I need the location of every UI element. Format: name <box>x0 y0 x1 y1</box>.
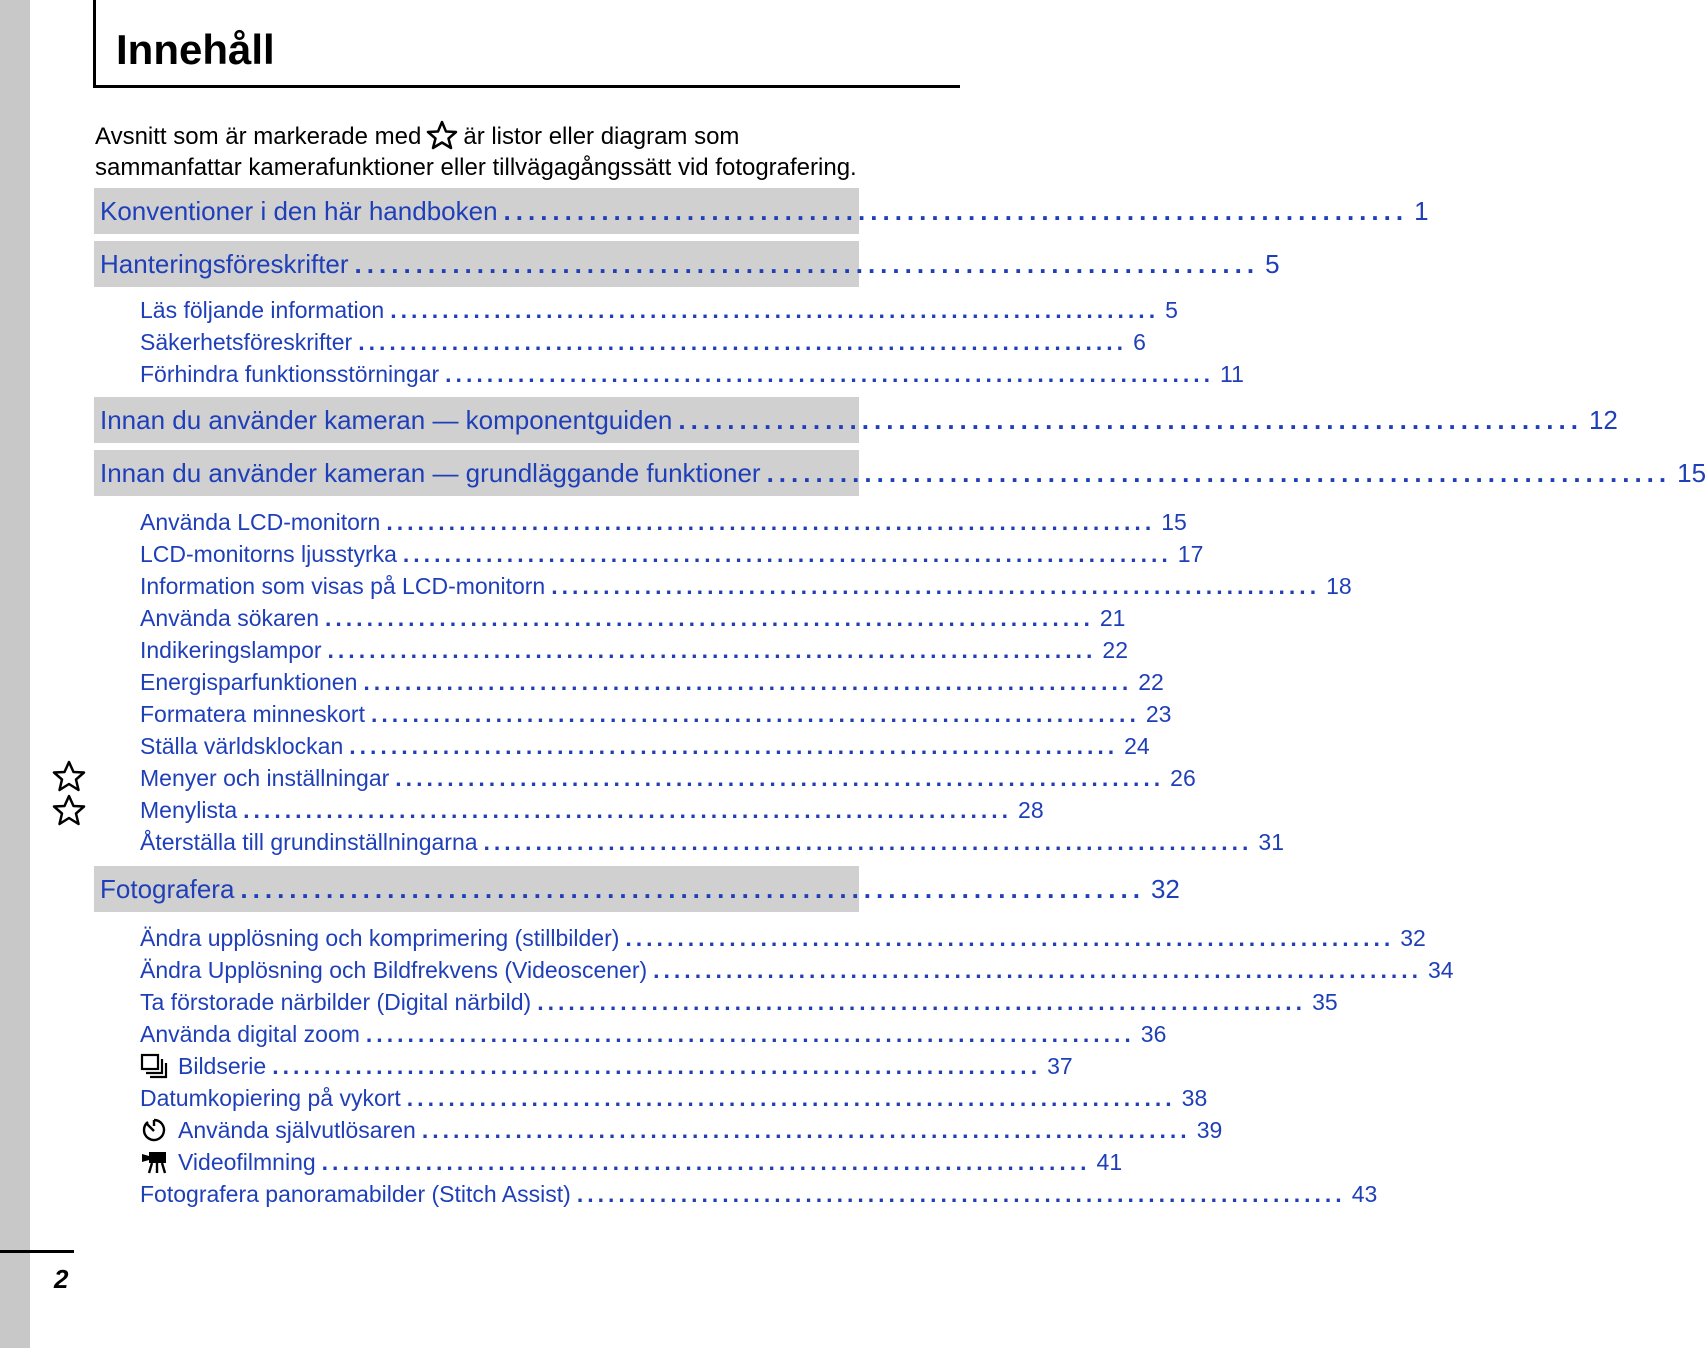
toc-item[interactable] <box>140 538 1204 570</box>
toc-item-label: Återställa till grundinställningarna <box>140 828 478 855</box>
toc-page-number: 28 <box>1018 796 1044 823</box>
toc-item[interactable] <box>140 506 1187 538</box>
dot-leader: .......................................................................... <box>395 764 1165 791</box>
toc-page-number: 22 <box>1138 668 1164 695</box>
dot-leader: .......................................................................... <box>503 195 1409 226</box>
toc-page-number: 22 <box>1102 636 1128 663</box>
toc-item[interactable] <box>140 1146 1123 1178</box>
toc-page-number: 15 <box>1161 508 1187 535</box>
toc-item-label: Använda digital zoom <box>140 1020 360 1047</box>
dot-leader: .......................................................................... <box>483 828 1253 855</box>
title-box <box>93 0 960 88</box>
toc-page-number: 36 <box>1140 1020 1167 1047</box>
intro-part2: är listor eller diagram som <box>463 123 740 150</box>
toc-item[interactable] <box>140 1018 1167 1050</box>
toc-item-label: Läs följande information <box>140 296 385 323</box>
star-icon <box>52 760 86 792</box>
dot-leader: .......................................................................... <box>576 1180 1346 1207</box>
dot-leader: .......................................................................... <box>327 636 1097 663</box>
toc-page-number: 18 <box>1326 572 1352 599</box>
toc-heading-shooting[interactable] <box>94 866 1180 912</box>
dot-leader: .......................................................................... <box>386 508 1156 535</box>
toc-item[interactable] <box>140 698 1172 730</box>
toc-heading-label: Innan du använder kameran — grundläggande funktioner <box>100 457 761 488</box>
toc-item-label: Ändra Upplösning och Bildfrekvens (Videoscener) <box>140 956 648 983</box>
toc-heading-label: Konventioner i den här handboken <box>100 195 498 226</box>
toc-page-number: 24 <box>1124 732 1150 759</box>
toc-item[interactable] <box>140 986 1338 1018</box>
toc-page-number: 12 <box>1588 404 1618 435</box>
dot-leader: .......................................................................... <box>240 873 1145 904</box>
dot-leader: .......................................................................... <box>625 924 1395 951</box>
dot-leader: .......................................................................... <box>402 540 1172 567</box>
toc-page-number: 41 <box>1096 1148 1123 1175</box>
intro-text <box>95 120 857 183</box>
toc-item[interactable] <box>140 1114 1223 1146</box>
toc-page-number: 11 <box>1220 360 1244 387</box>
dot-leader: .......................................................................... <box>653 956 1423 983</box>
dot-leader: .......................................................................... <box>325 604 1094 631</box>
dot-leader: .......................................................................... <box>365 1020 1135 1047</box>
toc-item-label: LCD-monitorns ljusstyrka <box>140 540 397 567</box>
toc-item[interactable] <box>140 570 1352 602</box>
toc-heading-handling[interactable] <box>94 241 1280 287</box>
toc-page-number: 17 <box>1177 540 1204 567</box>
toc-item[interactable] <box>140 922 1426 954</box>
dot-leader: .......................................................................... <box>390 296 1160 323</box>
toc-page-number: 37 <box>1047 1052 1073 1079</box>
toc-item[interactable] <box>140 294 1178 326</box>
dot-leader: .......................................................................... <box>678 404 1583 435</box>
toc-item[interactable] <box>140 794 1044 826</box>
toc-page-number: 31 <box>1258 828 1284 855</box>
toc-item[interactable] <box>140 1050 1073 1082</box>
toc-item[interactable] <box>140 954 1454 986</box>
toc-page-number: 21 <box>1099 604 1126 631</box>
toc-page-number: 32 <box>1150 873 1180 904</box>
dot-leader: .......................................................................... <box>445 360 1215 387</box>
toc-item-label: Bildserie <box>178 1052 267 1079</box>
toc-page-number: 15 <box>1677 457 1706 488</box>
toc-page-number: 32 <box>1400 924 1426 951</box>
toc-item[interactable] <box>140 730 1150 762</box>
toc-item-label: Ändra upplösning och komprimering (stillbilder) <box>140 924 620 951</box>
toc-item[interactable] <box>140 762 1196 794</box>
intro-part1: Avsnitt som är markerade med <box>95 123 422 150</box>
toc-item-label: Information som visas på LCD-monitorn <box>140 572 546 599</box>
toc-item[interactable] <box>140 1082 1208 1114</box>
toc-heading-label: Hanteringsföreskrifter <box>100 248 349 279</box>
dot-leader: .......................................................................... <box>349 732 1119 759</box>
dot-leader: .......................................................................... <box>421 1116 1191 1143</box>
toc-item-label: Datumkopiering på vykort <box>140 1084 401 1111</box>
dot-leader: .......................................................................... <box>354 248 1260 279</box>
dot-leader: .......................................................................... <box>363 668 1133 695</box>
toc-item-label: Säkerhetsföreskrifter <box>140 328 353 355</box>
dot-leader: .......................................................................... <box>358 328 1128 355</box>
toc-item-label: Formatera minneskort <box>140 700 365 727</box>
star-icon <box>425 120 459 150</box>
toc-heading-label: Innan du använder kameran — komponentguiden <box>100 404 673 435</box>
toc-item-label: Ställa världsklockan <box>140 732 344 759</box>
toc-item-label: Ta förstorade närbilder (Digital närbild) <box>140 988 532 1015</box>
toc-page-number: 26 <box>1170 764 1196 791</box>
toc-heading-conventions[interactable] <box>94 188 1429 234</box>
toc-item[interactable] <box>140 326 1146 358</box>
star-icon <box>52 794 86 826</box>
dot-leader: .......................................................................... <box>272 1052 1042 1079</box>
toc-heading-basic-functions[interactable] <box>94 450 1706 496</box>
movie-camera-icon <box>140 1149 168 1175</box>
toc-item-label: Använda självutlösaren <box>178 1116 416 1143</box>
dot-leader: .......................................................................... <box>537 988 1307 1015</box>
toc-page-number: 1 <box>1414 195 1429 226</box>
page-title: Innehåll <box>116 26 275 73</box>
toc-item[interactable] <box>140 358 1244 390</box>
toc-item[interactable] <box>140 826 1284 858</box>
dot-leader: .......................................................................... <box>370 700 1140 727</box>
toc-heading-component-guide[interactable] <box>94 397 1618 443</box>
toc-item-label: Förhindra funktionsstörningar <box>140 360 440 387</box>
intro-line-1 <box>95 120 857 152</box>
dot-leader: .......................................................................... <box>321 1148 1091 1175</box>
toc-item[interactable] <box>140 1178 1378 1210</box>
page-number: 2 <box>54 1264 69 1294</box>
toc-page-number: 5 <box>1165 296 1178 323</box>
toc-item-label: Fotografera panoramabilder (Stitch Assist) <box>140 1180 571 1207</box>
toc-item-label: Menyer och inställningar <box>140 764 390 791</box>
toc-page-number: 43 <box>1351 1180 1378 1207</box>
toc-page-number: 6 <box>1133 328 1146 355</box>
toc-page-number: 5 <box>1265 248 1280 279</box>
self-timer-icon <box>140 1117 168 1143</box>
toc-item-label: Energisparfunktionen <box>140 668 358 695</box>
toc-item-label: Indikeringslampor <box>140 636 322 663</box>
toc-item-label: Videofilmning <box>178 1148 316 1175</box>
toc-item-label: Menylista <box>140 796 238 823</box>
intro-line-2: sammanfattar kamerafunktioner eller tillvägagångssätt vid fotografering. <box>95 154 857 181</box>
dot-leader: .......................................................................... <box>551 572 1321 599</box>
toc-item-label: Använda sökaren <box>140 604 320 631</box>
dot-leader: .......................................................................... <box>766 457 1672 488</box>
toc-item[interactable] <box>140 634 1128 666</box>
toc-item[interactable] <box>140 602 1126 634</box>
toc-heading-label: Fotografera <box>100 873 235 904</box>
dot-leader: .......................................................................... <box>243 796 1013 823</box>
side-strip <box>0 0 30 1348</box>
dot-leader: .......................................................................... <box>406 1084 1176 1111</box>
page-number-rule <box>0 1250 74 1253</box>
toc-page-number: 39 <box>1196 1116 1223 1143</box>
toc-item[interactable] <box>140 666 1164 698</box>
toc-item-label: Använda LCD-monitorn <box>140 508 381 535</box>
toc-page-number: 38 <box>1181 1084 1208 1111</box>
toc-page-number: 23 <box>1145 700 1172 727</box>
toc-page-number: 35 <box>1312 988 1338 1015</box>
continuous-shooting-icon <box>140 1053 168 1079</box>
toc-page-number: 34 <box>1428 956 1454 983</box>
